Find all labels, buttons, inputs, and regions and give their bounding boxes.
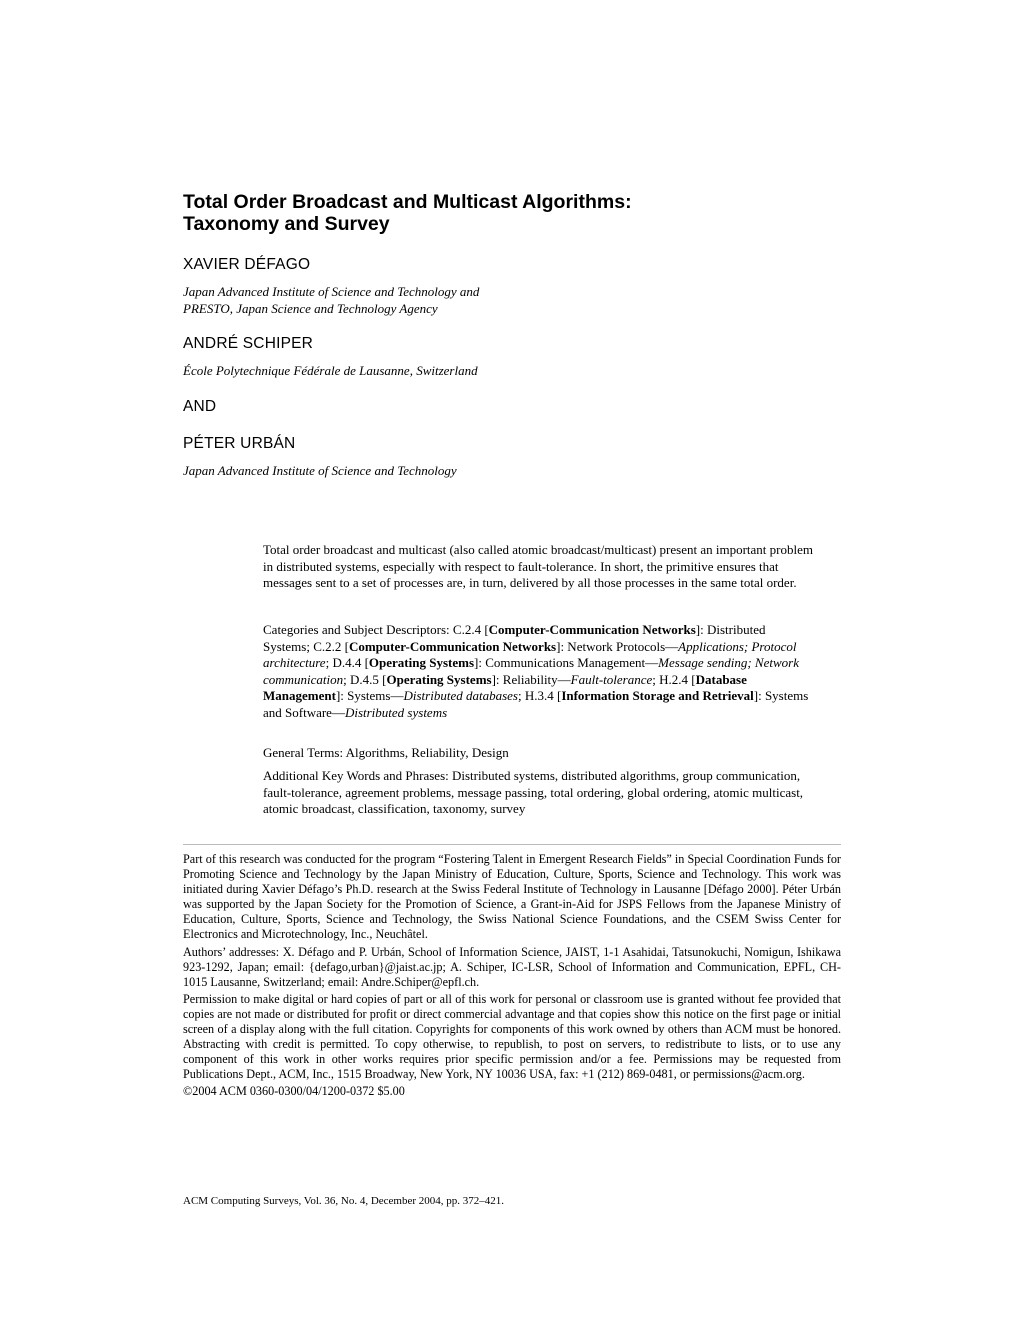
and-separator: AND [183, 398, 217, 415]
title-line-2: Taxonomy and Survey [183, 213, 390, 235]
categories-text: ]: Network Protocols— [556, 638, 679, 654]
category-term: Information Storage and Retrieval [561, 688, 754, 704]
author-name-urban: PÉTER URBÁN [183, 435, 296, 452]
abstract-text: Total order broadcast and multicast (also called atomic broadcast/multicast) present an important problem in distributed systems, especially with respect to fault-tolerance. In short, the primitive ensures that messages sent to a set of processes are, in turn, delivered by all those processes in the same total order. [263, 542, 813, 591]
affiliation-line: Japan Advanced Institute of Science and Technology and [183, 284, 480, 299]
category-term: Computer-Communication Networks [348, 638, 557, 654]
author-affiliation-schiper [183, 363, 863, 380]
categories-text: ; H.3.4 [ [517, 688, 562, 704]
affiliation-line: PRESTO, Japan Science and Technology Agency [183, 300, 438, 316]
category-subterm: Message sending; Network communication [263, 655, 799, 687]
categories-text: ]: Systems— [335, 688, 404, 704]
copyright-line: ©2004 ACM 0360-0300/04/1200-0372 $5.00 [183, 1084, 405, 1099]
authors-addresses: Authors’ addresses: X. Défago and P. Urbán, School of Information Science, JAIST, 1-1 Asahidai, Tatsunokuchi, Nomigun, Ishikawa 923-1292, Japan; email: {defago,urban}@jaist.ac.jp; A. Schiper, IC-LSR, School of Information and Communication, EPFL, CH-1015 Lausanne, Switzerland; email: Andre.Schiper@epfl.ch. [183, 944, 841, 989]
category-term: Operating Systems [386, 671, 492, 687]
author-name-schiper: ANDRÉ SCHIPER [183, 335, 314, 352]
category-subterm: Distributed databases [403, 688, 518, 704]
categories-text: ; H.2.4 [ [652, 671, 696, 687]
general-terms-text: General Terms: Algorithms, Reliability, Design [263, 745, 509, 760]
affiliation-line: École Polytechnique Fédérale de Lausanne, Switzerland [183, 363, 478, 378]
affiliation-line: Japan Advanced Institute of Science and Technology [183, 463, 457, 478]
categories-descriptors [263, 622, 813, 722]
abstract [263, 542, 813, 592]
category-subterm: Distributed systems [344, 704, 448, 720]
general-terms [263, 745, 813, 762]
categories-text: ]: Systems and Software— [263, 688, 809, 720]
category-term: Database Management [263, 671, 747, 704]
title-line-1: Total Order Broadcast and Multicast Algorithms: [183, 191, 632, 213]
category-subterm: Applications; Protocol architecture [263, 638, 797, 671]
keywords [263, 768, 813, 818]
categories-text: ]: Communications Management— [474, 655, 659, 671]
journal-reference: ACM Computing Surveys, Vol. 36, No. 4, December 2004, pp. 372–421. [183, 1195, 505, 1207]
permission-notice: Permission to make digital or hard copies of part or all of this work for personal or classroom use is granted without fee provided that copies are not made or distributed for profit or direct commercial advantage and that copies show this notice on the first page or initial screen of a display along with the full citation. Copyrights for components of this work owned by others than ACM must be honored. Abstracting with credit is permitted. To copy otherwise, to republish, to post on servers, to redistribute to lists, or to use any component of this work in other works requires prior specific permission and/or a fee. Permissions may be requested from Publications Dept., ACM, Inc., 1515 Broadway, New York, NY 10036 USA, fax: +1 (212) 869-0481, or permissions@acm.org. [183, 991, 841, 1082]
categories-text: ]: Reliability— [491, 671, 571, 687]
funding-note: Part of this research was conducted for the program “Fostering Talent in Emergent Research Fields” in Special Coordination Funds for Promoting Science and Technology by the Japan Ministry of Education, Culture, Sports, Science and Technology. This work was initiated during Xavier Défago’s Ph.D. research at the Swiss Federal Institute of Technology in Lausanne [Défago 2000]. Péter Urbán was supported by the Japan Society for the Promotion of Science, a Grant-in-Aid for JSPS Fellows from the Japanese Ministry of Education, Culture, Sports, Science and Technology, the Swiss National Science Foundations, and the CSEM Swiss Center for Electronics and Microtechnology, Inc., Neuchâtel. [183, 852, 841, 942]
footnote-divider [183, 844, 841, 845]
categories-text: Categories and Subject Descriptors: C.2.4 [ [263, 622, 489, 637]
author-affiliation-urban [183, 463, 863, 480]
keywords-text: Additional Key Words and Phrases: Distributed systems, distributed algorithms, group communication, fault-tolerance, agreement problems, message passing, total ordering, global ordering, atomic multicast, atomic broadcast, classification, taxonomy, survey [263, 768, 804, 817]
categories-text: ; D.4.5 [ [343, 671, 387, 687]
author-name-defago: XAVIER DÉFAGO [183, 256, 311, 273]
footnotes [183, 852, 841, 1102]
category-term: Operating Systems [368, 655, 475, 671]
category-subterm: Fault-tolerance [570, 671, 653, 687]
paper-title [183, 191, 863, 235]
author-affiliation-defago [183, 284, 863, 317]
category-term: Computer-Communication Networks [488, 622, 696, 637]
categories-text: ; D.4.4 [ [325, 655, 369, 671]
categories-text: ]: Distributed Systems; C.2.2 [ [263, 622, 766, 654]
